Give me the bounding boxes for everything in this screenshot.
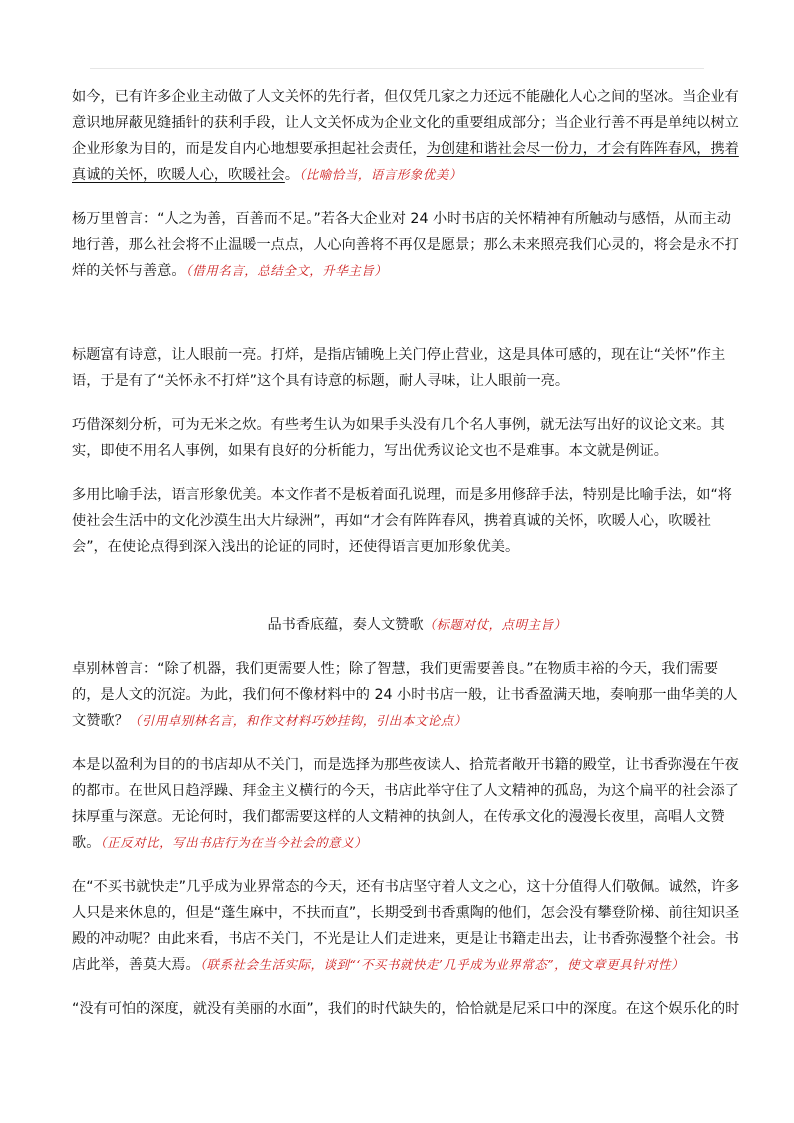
paragraph-text: 杨万里曾言：“人之为善，百善而不足。”若各大企业对 24 小时书店的关怀精神有所触动与感悟，从而主动地行善，那么社会将不止温暖一点点，人心向善将不再仅是愿景；那么未来照亮我们心灵的，将会是永不打烊的关怀与善意。 xyxy=(72,211,739,279)
essay-title xyxy=(0,612,794,638)
paragraph-enterprise-care xyxy=(72,84,744,188)
annotation-note: （联系社会生活实际，谈到“‘不买书就快走’几乎成为业界常态”，使文章更具针对性） xyxy=(199,957,685,972)
paragraph-yang-wanli xyxy=(72,206,744,284)
essay-paragraph-bookstore xyxy=(72,752,744,856)
essay-title-text: 品书香底蕴，奏人文赞歌 xyxy=(267,617,424,633)
paragraph-text: 本是以盈利为目的的书店却从不关门，而是选择为那些夜读人、拾荒者敞开书籍的殿堂，让书香弥漫在午夜的都市。在世风日趋浮躁、拜金主义横行的今天，书店此举守住了人文精神的孤岛，为这个扁平的社会添了抹厚重与深意。无论何时，我们都需要这样的人文精神的执剑人，在传承文化的漫漫长夜里，高唱人文赞歌。 xyxy=(72,757,739,851)
essay-paragraph-social xyxy=(72,874,744,978)
comment-metaphor xyxy=(72,482,744,560)
comment-title-poetic xyxy=(72,342,744,394)
underlined-sentence: 为创建和谐社会尽一份力，才会有阵阵春风，携着真诚的关怀，吹暖人心，吹暖社会 xyxy=(72,141,739,183)
comment-text: 巧借深刻分析，可为无米之炊。有些考生认为如果手头没有几个名人事例，就无法写出好的议论文来。其实，即使不用名人事例，如果有良好的分析能力，写出优秀议论文也不是难事。本文就是例证。 xyxy=(72,417,725,459)
comment-text: 标题富有诗意，让人眼前一亮。打烊，是指店铺晚上关门停止营业，这是具体可感的，现在让“关怀”作主语，于是有了“关怀永不打烊”这个具有诗意的标题，耐人寻味，让人眼前一亮。 xyxy=(72,347,726,389)
essay-paragraph-chaplin xyxy=(72,656,744,734)
annotation-note: （比喻恰当，语言形象优美） xyxy=(299,167,462,182)
annotation-note: （标题对仗，点明主旨） xyxy=(423,617,567,632)
paragraph-text: 卓别林曾言：“除了机器，我们更需要人性；除了智慧，我们更需要善良。”在物质丰裕的今天，我们需要的，是人文的沉淀。为此，我们何不像材料中的 24 小时书店一般，让书香盈满天地，奏响那一曲华美的人文赞歌？ xyxy=(72,661,738,729)
annotation-note: （引用卓别林名言，和作文材料巧妙挂钩，引出本文论点） xyxy=(128,713,467,728)
comment-text: 多用比喻手法，语言形象优美。本文作者不是板着面孔说理，而是多用修辞手法，特别是比喻手法，如“将使社会生活中的文化沙漠生出大片绿洲”，再如“才会有阵阵春风，携着真诚的关怀，吹暖人心，吹暖社会”，在使论点得到深入浅出的论证的同时，还使得语言更加形象优美。 xyxy=(72,487,732,555)
paragraph-text: 如今，已有许多企业主动做了人文关怀的先行者，但仅凭几家之力还远不能融化人心之间的坚冰。当企业有意识地屏蔽见缝插针的获利手段，让人文关怀成为企业文化的重要组成部分；当企业行善不再是单纯以树立企业形象为目的，而是发自内心地想要承担起社会责任， xyxy=(72,89,739,157)
essay-paragraph-nietzsche xyxy=(72,996,744,1022)
paragraph-text: 在“不买书就快走”几乎成为业界常态的今天，还有书店坚守着人文之心，这十分值得人们敬佩。诚然，许多人只是来休息的，但是“蓬生麻中，不扶而直”，长期受到书香熏陶的他们，怎会没有攀登阶梯、前往知识圣殿的冲动呢？由此来看，书店不关门，不光是让人们走进来，更是让书籍走出去，让书香弥漫整个社会。书店此举，善莫大焉。 xyxy=(72,879,740,973)
header-rule xyxy=(90,68,704,69)
annotation-note: （正反对比，写出书店行为在当今社会的意义） xyxy=(100,835,368,850)
paragraph-text: 。 xyxy=(284,167,300,183)
comment-analysis xyxy=(72,412,744,464)
annotation-note: （借用名言，总结全文，升华主旨） xyxy=(185,263,388,278)
paragraph-text: “没有可怕的深度，就没有美丽的水面”，我们的时代缺失的，恰恰就是尼采口中的深度。在这个娱乐化的时 xyxy=(72,1001,740,1017)
